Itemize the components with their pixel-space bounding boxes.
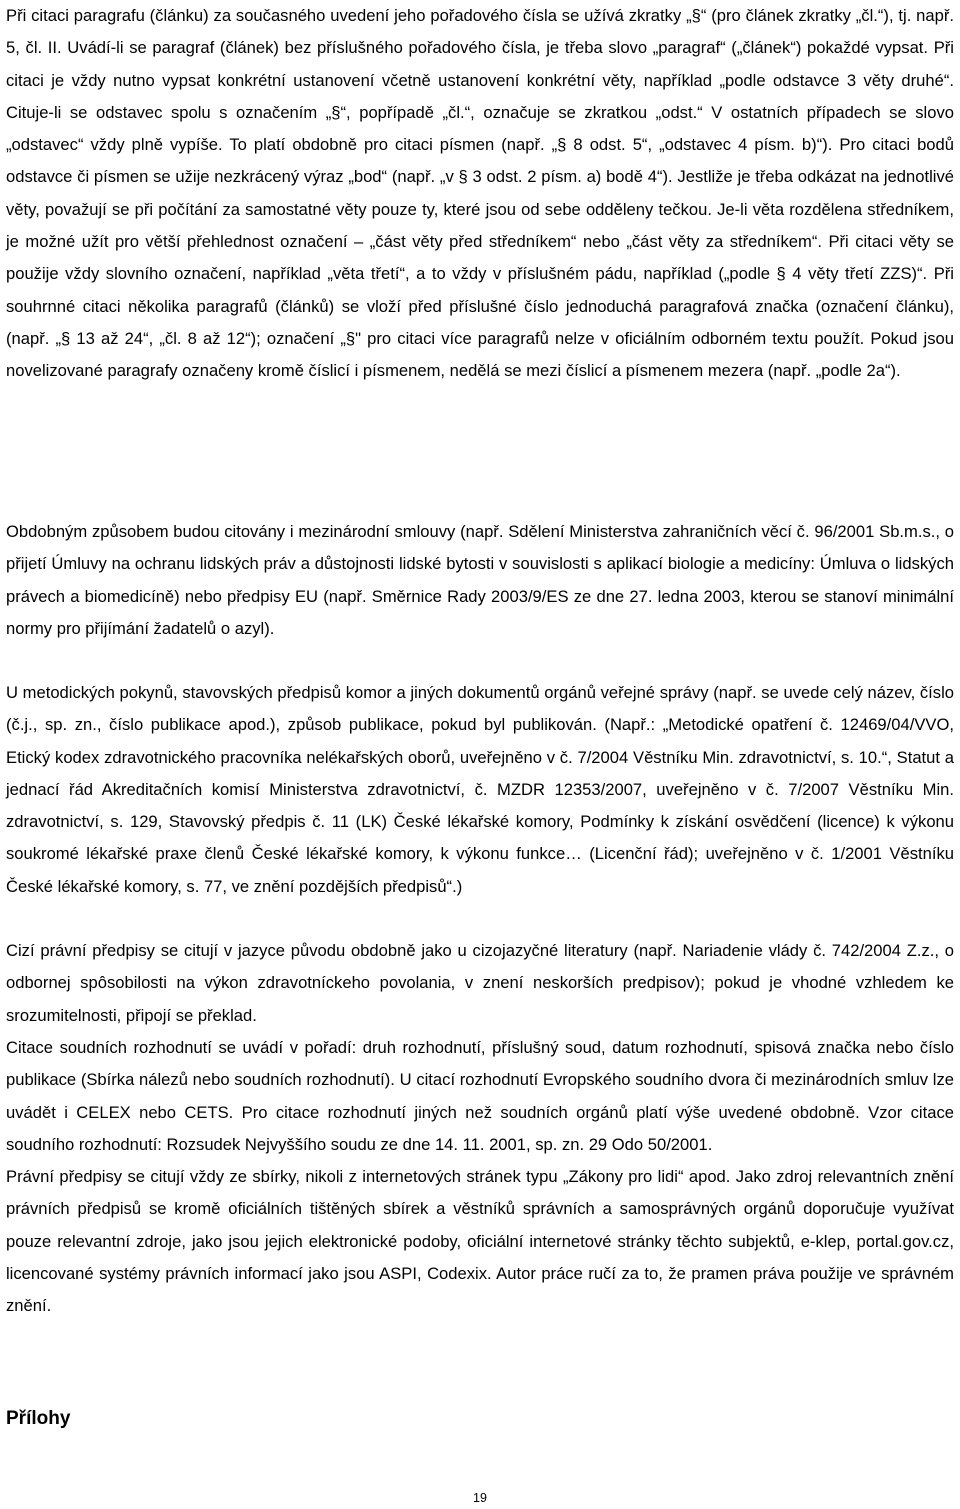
page-number: 19 [473, 1491, 487, 1505]
paragraph-citation-of-sections: Při citaci paragrafu (článku) za současného uvedení jeho pořadového čísla se užívá zkratky „§“ (pro článek zkratky „čl.“), tj. např. 5, čl. II. Uvádí-li se paragraf (článek) bez příslušného pořadového čísla, je třeba slovo „paragraf“ („článek“) pokaždé vypsat. Při citaci je vždy nutno vypsat konkrétní ustanovení včetně ustanovení konkrétní věty, například „podle odstavce 3 věty druhé“. Cituje-li se odstavec spolu s označením „§“, popřípadě „čl.“, označuje se zkratkou „odst.“ V ostatních případech se slovo „odstavec“ vždy plně vypíše. To platí obdobně pro citaci písmen (např. „§ 8 odst. 5“, „odstavec 4 písm. b)“). Pro citaci bodů odstavce či písmen se užije nezkrácený výraz „bod“ (např. „v § 3 odst. 2 písm. a) bodě 4“). Jestliže je třeba odkázat na jednotlivé věty, považují se při počítání za samostatné věty pouze ty, které jsou od sebe odděleny tečkou. Je-li věta rozdělena středníkem, je možné užít pro větší přehlednost označení – „část věty před středníkem“ nebo „část věty za středníkem“. Při citaci věty se použije vždy slovního označení, například „věta třetí“, a to vždy v příslušném pádu, například („podle § 4 věty třetí ZZS)“. Při souhrnné citaci několika paragrafů (článků) se vloží před příslušné číslo jednoduchá paragrafová značka (označení článku), (např. „§ 13 až 24“, „čl. 8 až 12“); označení „§" pro citaci více paragrafů nelze v oficiálním odborném textu použít. Pokud jsou novelizované paragrafy označeny kromě číslicí i písmenem, nedělá se mezi číslicí a písmenem mezera (např. „podle 2a“). [6, 6, 954, 381]
paragraph-court-decisions: Citace soudních rozhodnutí se uvádí v pořadí: druh rozhodnutí, příslušný soud, datum rozhodnutí, spisová značka nebo číslo publikace (Sbírka nálezů nebo soudních rozhodnutí). U citací rozhodnutí Evropského soudního dvora či mezinárodních smluv lze uvádět i CELEX nebo CETS. Pro citace rozhodnutí jiných než soudních orgánů platí výše uvedené obdobně. Vzor citace soudního rozhodnutí: Rozsudek Nejvyššího soudu ze dne 14. 11. 2001, sp. zn. 29 Odo 50/2001. [6, 1038, 954, 1154]
paragraph-international-treaties: Obdobným způsobem budou citovány i mezinárodní smlouvy (např. Sdělení Ministerstva zahraničních věcí č. 96/2001 Sb.m.s., o přijetí Úmluvy na ochranu lidských práv a důstojnosti lidské bytosti v souvislosti s aplikací biologie a medicíny: Úmluva o lidských právech a biomedicíně) nebo předpisy EU (např. Směrnice Rady 2003/9/ES ze dne 27. ledna 2003, kterou se stanoví minimální normy pro přijímání žadatelů o azyl). [6, 522, 954, 638]
paragraph-foreign-legislation: Cizí právní předpisy se citují v jazyce původu obdobně jako u cizojazyčné literatury (např. Nariadenie vlády č. 742/2004 Z.z., o odbornej spôsobilosti na výkon zdravotníckeho povolania, v znení neskorších predpisov); pokud je vhodné vzhledem ke srozumitelnosti, připojí se překlad. [6, 941, 954, 1025]
paragraph-methodical-guidelines: U metodických pokynů, stavovských předpisů komor a jiných dokumentů orgánů veřejné správy (např. se uvede celý název, číslo (č.j., sp. zn., číslo publikace apod.), způsob publikace, pokud byl publikován. (Např.: „Metodické opatření č. 12469/04/VVO, Etický kodex zdravotnického pracovníka nelékařských oborů, uveřejněno v č. 7/2004 Věstníku Min. zdravotnictví, s. 10.“, Statut a jednací řád Akreditačních komisí Ministerstva zdravotnictví, č. MZDR 12353/2007, uveřejněno v č. 7/2007 Věstníku Min. zdravotnictví, s. 129, Stavovský předpis č. 11 (LK) České lékařské komory, Podmínky k získání osvědčení (licence) k výkonu soukromé lékařské praxe členů České lékařské komory, k výkonu funkce… (Licenční řád); uveřejněno v č. 1/2001 Věstníku České lékařské komory, s. 77, ve znění pozdějších předpisů“.) [6, 683, 954, 896]
section-heading-attachments: Přílohy [6, 1408, 71, 1429]
paragraph-legal-sources: Právní předpisy se citují vždy ze sbírky, nikoli z internetových stránek typu „Zákony pro lidi“ apod. Jako zdroj relevantních znění právních předpisů se kromě oficiálních tištěných sbírek a věstníků správních a samosprávných orgánů doporučuje využívat pouze relevantní zdroje, jako jsou jejich elektronické podoby, oficiální internetové stránky těchto subjektů, e-klep, portal.gov.cz, licencované systémy právních informací jako jsou ASPI, Codexix. Autor práce ručí za to, že pramen práva použije ve správném znění. [6, 1167, 954, 1316]
